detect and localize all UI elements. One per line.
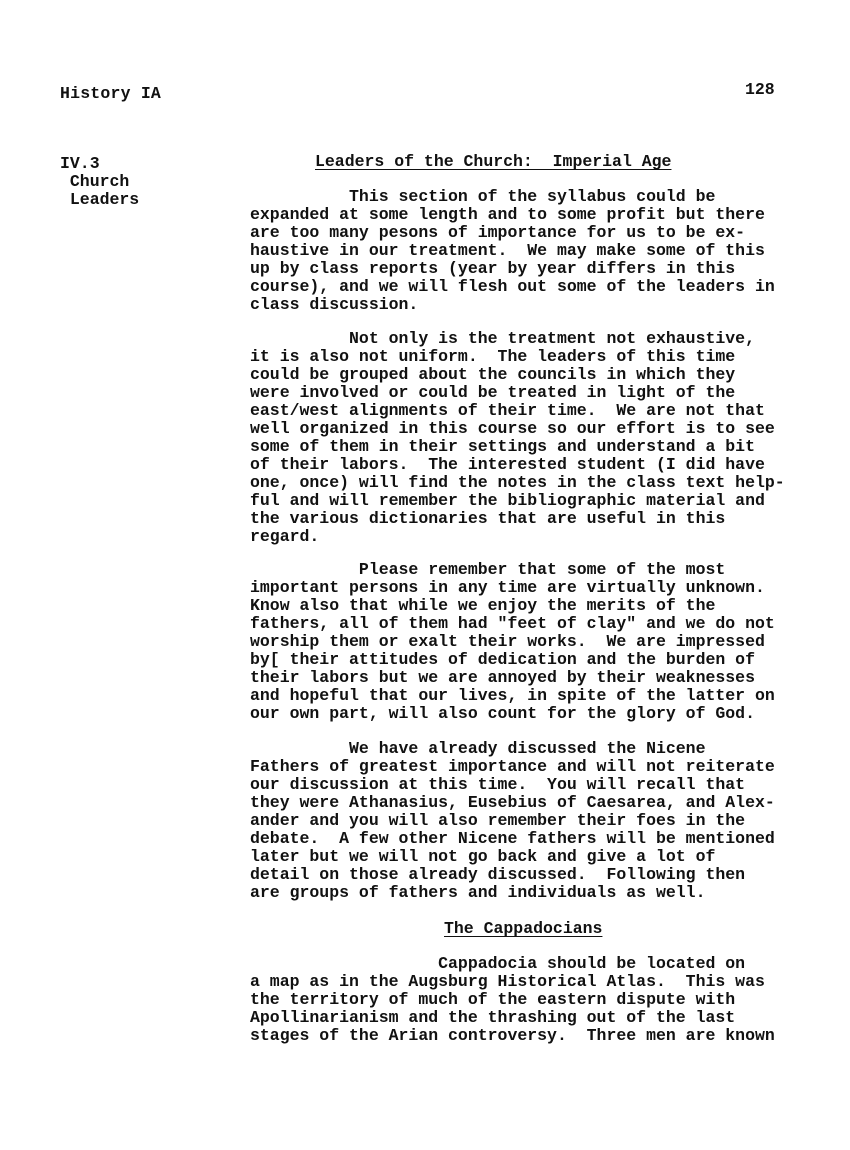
paragraph-line: they were Athanasius, Eusebius of Caesarea, and Alex-	[250, 793, 775, 812]
paragraph-line: and hopeful that our lives, in spite of the latter on	[250, 686, 775, 705]
paragraph-line: debate. A few other Nicene fathers will be mentioned	[250, 829, 775, 848]
paragraph-line: This section of the syllabus could be	[250, 187, 716, 206]
paragraph-line: a map as in the Augsburg Historical Atlas. This was	[250, 972, 765, 991]
paragraph-line: expanded at some length and to some profit but there	[250, 205, 765, 224]
paragraph-line: stages of the Arian controversy. Three men are known	[250, 1026, 775, 1045]
paragraph-line: Please remember that some of the most	[250, 560, 726, 579]
paragraph-line: their labors but we are annoyed by their weaknesses	[250, 668, 755, 687]
paragraph-line: Cappadocia should be located on	[250, 954, 746, 973]
paragraph-line: are groups of fathers and individuals as well.	[250, 883, 706, 902]
margin-note-line: IV.3	[60, 154, 100, 173]
paragraph-line: by[ their attitudes of dedication and the burden of	[250, 650, 755, 669]
paragraph-line: Know also that while we enjoy the merits of the	[250, 596, 716, 615]
paragraph-line: some of them in their settings and understand a bit	[250, 437, 755, 456]
section-title: Leaders of the Church: Imperial Age	[315, 152, 672, 171]
paragraph-line: fathers, all of them had "feet of clay" and we do not	[250, 614, 775, 633]
paragraph-line: of their labors. The interested student (I did have	[250, 455, 765, 474]
paragraph-line: ander and you will also remember their foes in the	[250, 811, 746, 830]
margin-note	[60, 155, 139, 209]
subsection-title: The Cappadocians	[444, 919, 603, 938]
margin-note-line: Church	[60, 172, 130, 191]
paragraph-line: one, once) will find the notes in the class text help-	[250, 473, 785, 492]
paragraph-line: east/west alignments of their time. We are not that	[250, 401, 765, 420]
page-number: 128	[745, 80, 775, 99]
paragraph-line: detail on those already discussed. Following then	[250, 865, 746, 884]
paragraph-line: Apollinarianism and the thrashing out of the last	[250, 1008, 736, 1027]
paragraph-line: our own part, will also count for the glory of God.	[250, 704, 755, 723]
paragraph-line: ful and will remember the bibliographic material and	[250, 491, 765, 510]
paragraph-line: course), and we will flesh out some of the leaders in	[250, 277, 775, 296]
paragraph-line: up by class reports (year by year differs in this	[250, 259, 736, 278]
paragraph-line: haustive in our treatment. We may make some of this	[250, 241, 765, 260]
paragraph-line: could be grouped about the councils in which they	[250, 365, 736, 384]
paragraph-line: it is also not uniform. The leaders of this time	[250, 347, 736, 366]
paragraph-line: our discussion at this time. You will recall that	[250, 775, 746, 794]
paragraph-line: regard.	[250, 527, 320, 546]
course-header: History IA	[60, 84, 162, 103]
paragraph-line: Not only is the treatment not exhaustive,	[250, 329, 755, 348]
paragraph-line: worship them or exalt their works. We are impressed	[250, 632, 765, 651]
paragraph-line: important persons in any time are virtually unknown.	[250, 578, 765, 597]
paragraph-line: the various dictionaries that are useful in this	[250, 509, 726, 528]
paragraph-line: Fathers of greatest importance and will not reiterate	[250, 757, 775, 776]
paragraph-line: well organized in this course so our effort is to see	[250, 419, 775, 438]
paragraph-line: class discussion.	[250, 295, 419, 314]
paragraph-line: the territory of much of the eastern dispute with	[250, 990, 736, 1009]
margin-note-line: Leaders	[60, 190, 140, 209]
paragraph-line: We have already discussed the Nicene	[250, 739, 706, 758]
paragraph-line: later but we will not go back and give a lot of	[250, 847, 716, 866]
paragraph-line: are too many pesons of importance for us to be ex-	[250, 223, 746, 242]
paragraph-line: were involved or could be treated in light of the	[250, 383, 736, 402]
